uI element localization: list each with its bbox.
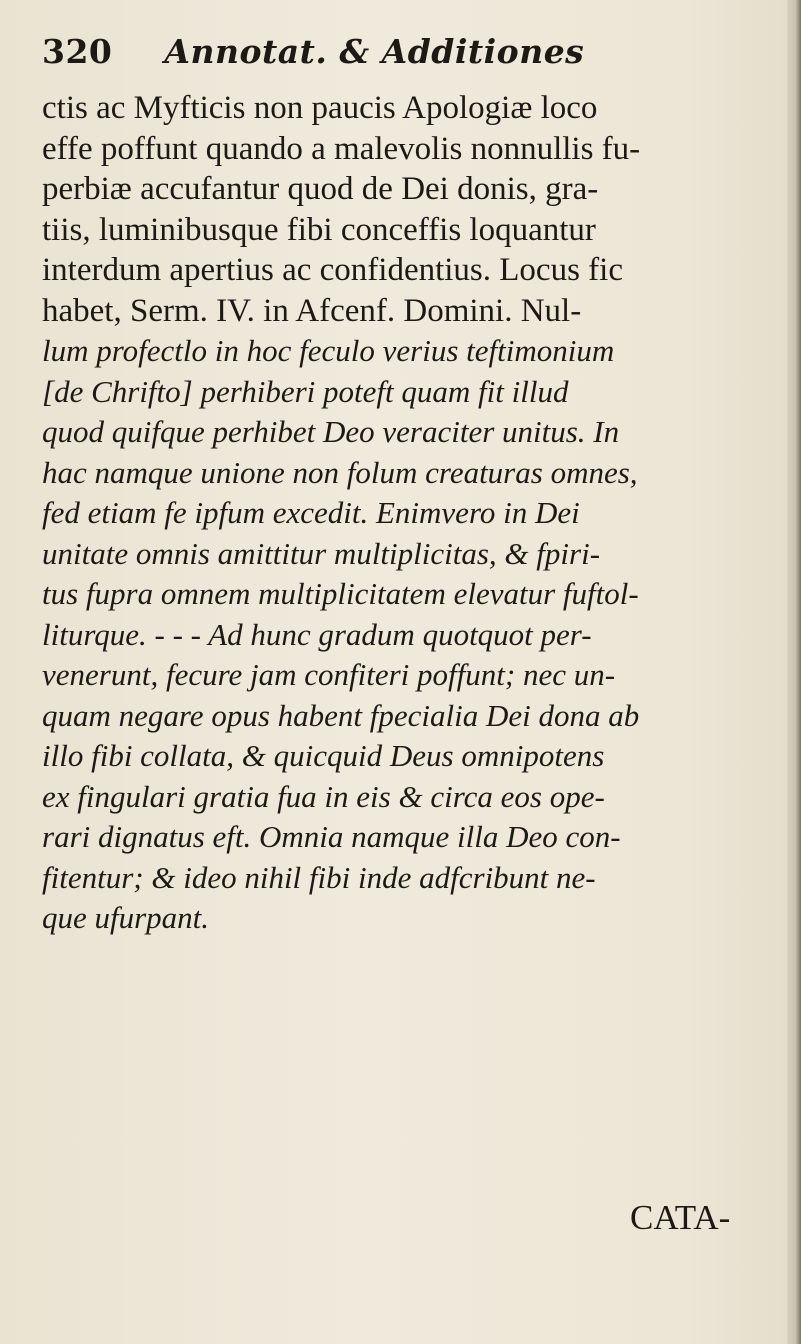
text-line: perbiæ accufantur quod de Dei donis, gra-	[42, 171, 599, 207]
text-line: liturque. - - - Ad hunc gradum quotquot per-	[42, 616, 592, 652]
text-line: [de Chrifto] perhiberi poteft quam fit illud	[42, 373, 569, 409]
text-line: tiis, luminibusque fibi conceffis loquantur	[42, 211, 596, 248]
text-line: fed etiam fe ipfum excedit. Enimvero in Dei	[42, 495, 580, 530]
text-line: venerunt, fecure jam confiteri poffunt; nec un-	[42, 657, 616, 692]
text-line: quam negare opus habent fpecialia Dei dona ab	[42, 697, 640, 733]
text-line: habet, Serm. IV. in Afcenf. Domini. Nul-	[42, 292, 582, 329]
text-line: ex fingulari gratia fua in eis & circa eos ope-	[42, 778, 605, 814]
text-line: fitentur; & ideo nihil fibi inde adfcribunt ne-	[42, 859, 596, 895]
page-edge	[787, 0, 801, 1344]
text-line: unitate omnis amittitur multiplicitas, & fpiri-	[42, 535, 601, 571]
body-text	[42, 88, 772, 939]
text-line: hac namque unione non folum creaturas omnes,	[42, 454, 638, 490]
text-line: ctis ac Myfticis non paucis Apologiæ loco	[42, 90, 598, 126]
running-title: Annotat. & Additiones	[164, 32, 585, 71]
text-line: que ufurpant.	[42, 900, 210, 935]
text-line: illo fibi collata, & quicquid Deus omnipotens	[42, 738, 605, 773]
text-line: tus fupra omnem multiplicitatem elevatur fuftol-	[42, 576, 639, 611]
catchword: CATA-	[630, 1198, 731, 1237]
text-line: lum profectlo in hoc feculo verius teftimonium	[42, 333, 615, 368]
text-line: rari dignatus eft. Omnia namque illa Deo con-	[42, 819, 621, 854]
text-line: quod quifque perhibet Deo veraciter unitus. In	[42, 414, 620, 449]
text-line: effe poffunt quando a malevolis nonnullis fu-	[42, 130, 641, 167]
page-number: 320	[42, 32, 113, 71]
running-header	[42, 32, 584, 76]
text-line: interdum apertius ac confidentius. Locus fic	[42, 252, 623, 288]
